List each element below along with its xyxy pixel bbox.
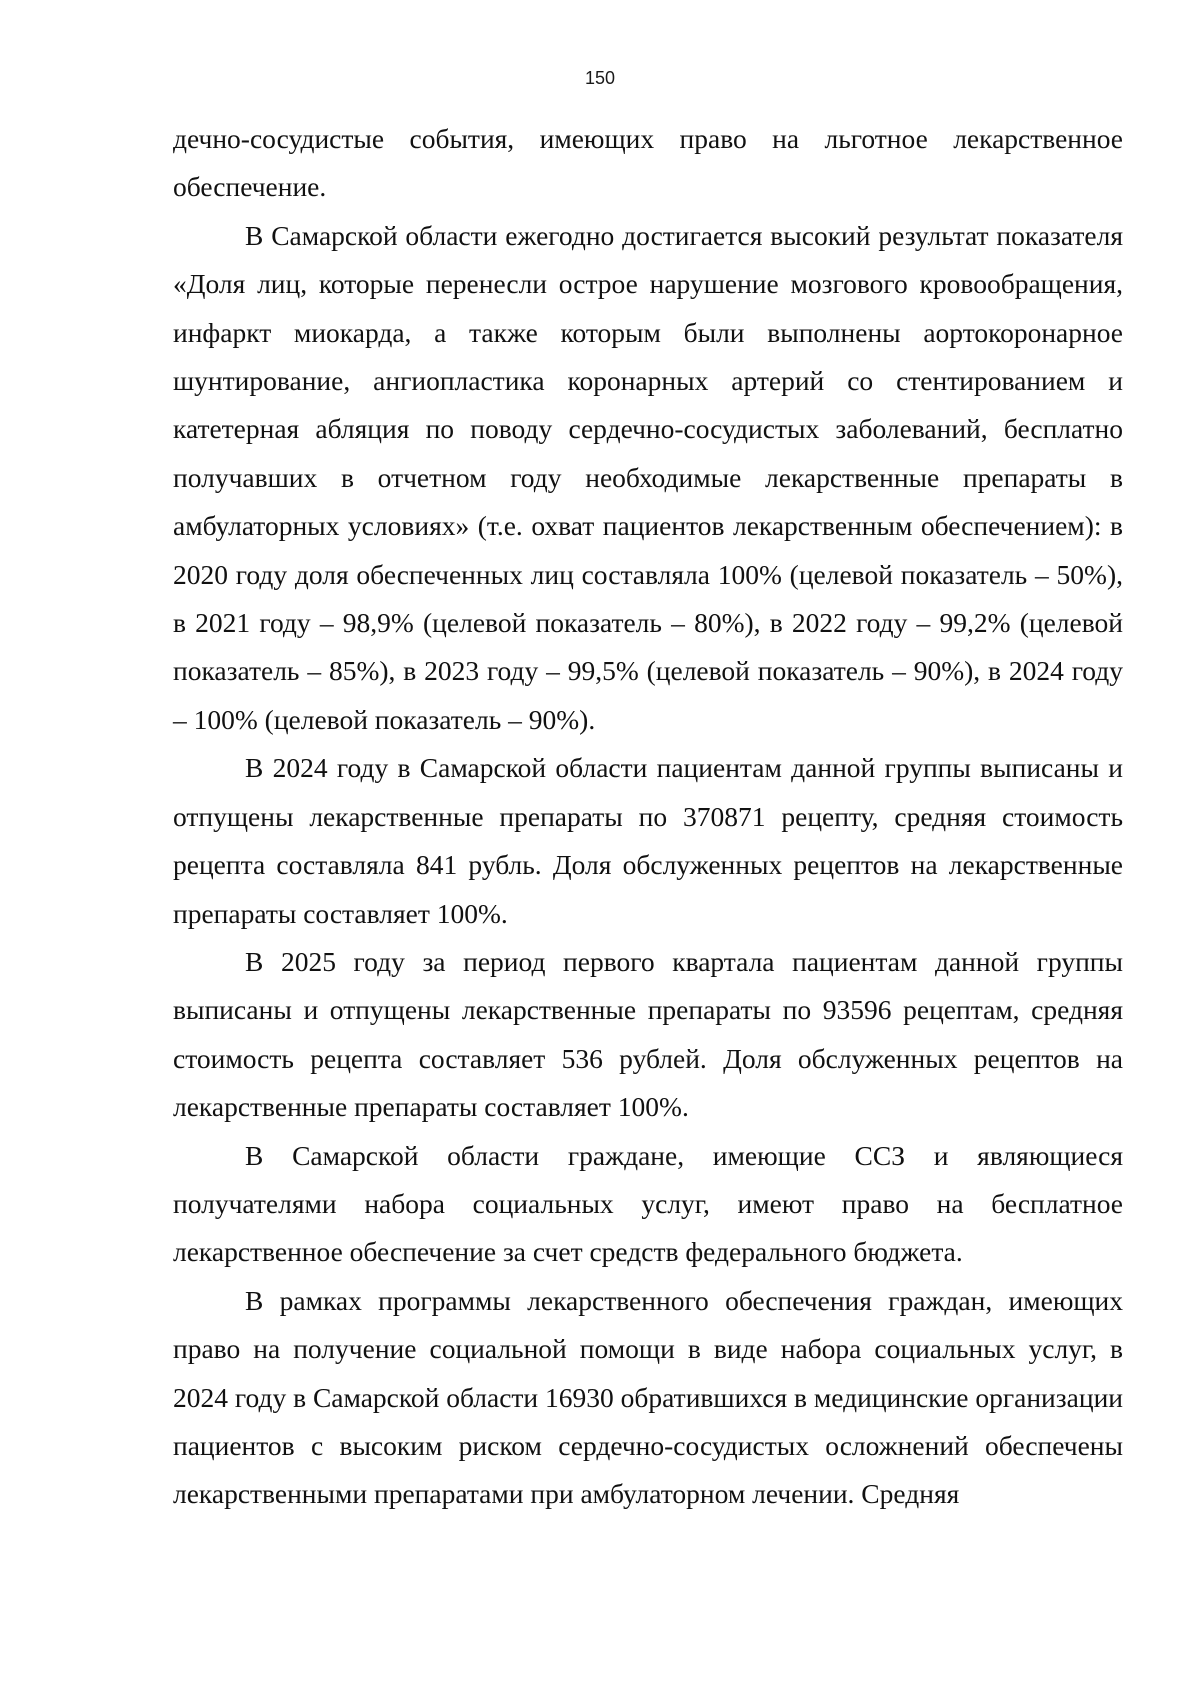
page-number: 150 [584,68,616,88]
paragraph-2024-prescriptions: В 2024 году в Самарской области пациентам данной группы выписаны и отпущены лекарственные препараты по 370871 рецепту, средняя стоимость рецепта составляла 841 рубль. Доля обслуженных рецептов на лекарственные препараты составляет 100%. [173,752,1123,929]
paragraph-coverage-indicator: В Самарской области ежегодно достигается высокий результат показателя «Доля лиц, которые перенесли острое нарушение мозгового кровообращения, инфаркт миокарда, а также которым были выполнены аортокоронарное шунтирование, ангиопластика коронарных артерий со стентированием и катетерная абляция по поводу сердечно-сосудистых заболеваний, бесплатно получавших в отчетном году необходимые лекарственные препараты в амбулаторных условиях» (т.е. охват пациентов лекарственным обеспечением): в 2020 году доля обеспеченных лиц составляла 100% (целевой показатель – 50%), в 2021 году – 98,9% (целевой показатель – 80%), в 2022 году – 99,2% (целевой показатель – 85%), в 2023 году – 99,5% (целевой показатель – 90%), в 2024 году – 100% (целевой показатель – 90%). [173,219,1123,735]
paragraph-social-services-program: В рамках программы лекарственного обеспечения граждан, имеющих право на получение социальной помощи в виде набора социальных услуг, в 2024 году в Самарской области 16930 обратившихся в медицинские организации пациентов с высоким риском сердечно-сосудистых осложнений обеспечены лекарственными препаратами при амбулаторном лечении. Средняя [173,1284,1123,1510]
document-body [173,115,1123,1519]
paragraph-continuation: дечно-сосудистые события, имеющих право на льготное лекарственное обеспечение. [173,123,1123,203]
paragraph-federal-benefits: В Самарской области граждане, имеющие ССЗ и являющиеся получателями набора социальных услуг, имеют право на бесплатное лекарственное обеспечение за счет средств федерального бюджета. [173,1139,1123,1268]
paragraph-2025-prescriptions: В 2025 году за период первого квартала пациентам данной группы выписаны и отпущены лекарственные препараты по 93596 рецептам, средняя стоимость рецепта составляет 536 рублей. Доля обслуженных рецептов на лекарственные препараты составляет 100%. [173,945,1123,1123]
